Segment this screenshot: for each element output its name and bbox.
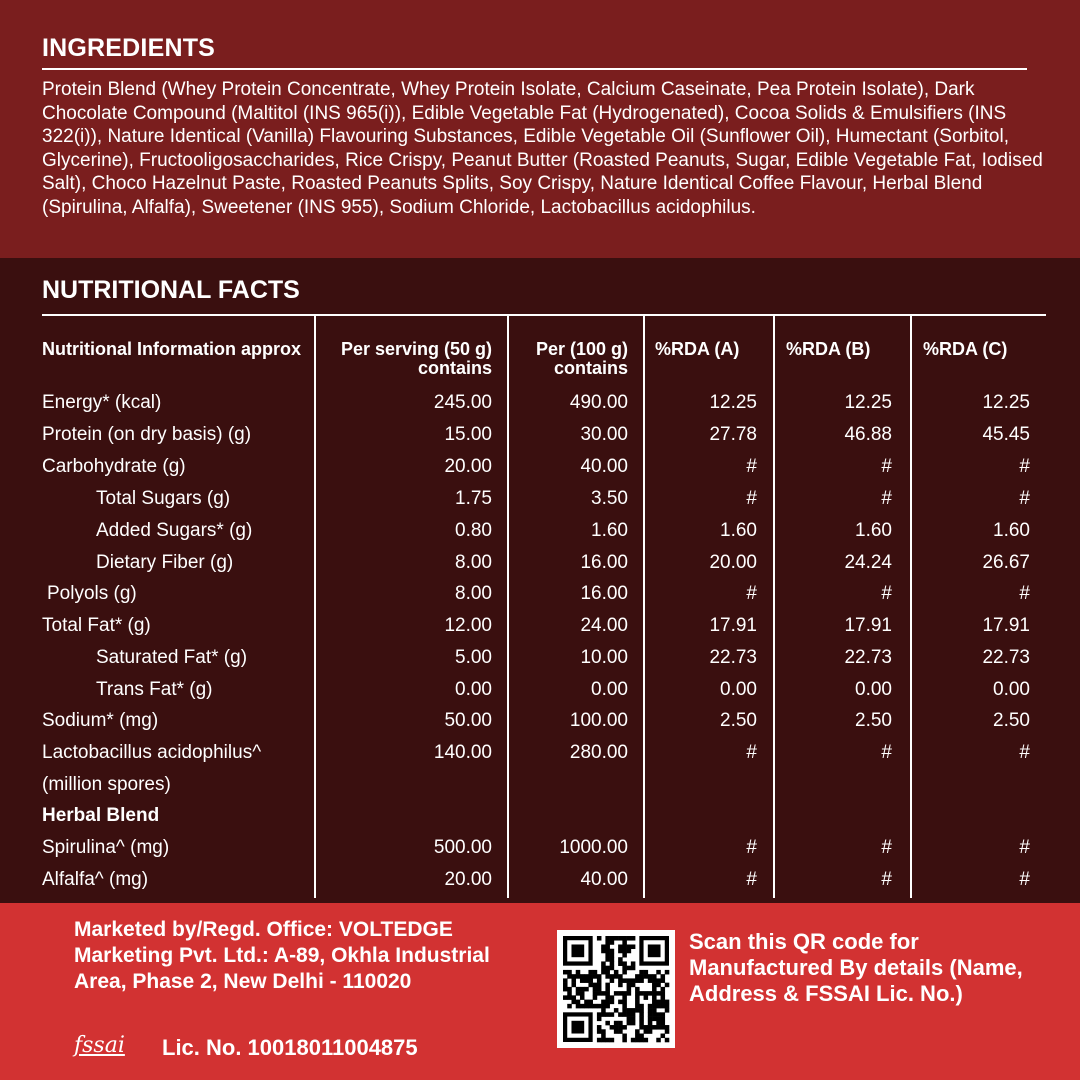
rda-b-value: 0.00: [855, 679, 892, 700]
nutrient-name: (million spores): [42, 774, 171, 795]
footer: [0, 903, 1080, 1080]
qr-code-icon: [557, 930, 675, 1048]
per-100g-value: 16.00: [580, 552, 628, 573]
rda-a-value: 0.00: [720, 679, 757, 700]
nutrient-name: Total Fat* (g): [42, 615, 151, 636]
table-row: [0, 742, 1080, 774]
rda-b-value: #: [881, 742, 892, 763]
per-serving-value: 5.00: [455, 647, 492, 668]
rda-a-value: 22.73: [709, 647, 757, 668]
per-100g-value: 24.00: [580, 615, 628, 636]
nutrition-title: NUTRITIONAL FACTS: [42, 276, 300, 304]
rda-a-value: 12.25: [709, 392, 757, 413]
rda-a-value: 1.60: [720, 520, 757, 541]
nutrition-divider: [42, 314, 1046, 316]
nutrient-name: Energy* (kcal): [42, 392, 162, 413]
nutrient-name: Sodium* (mg): [42, 710, 159, 731]
license-number: Lic. No. 10018011004875: [162, 1035, 418, 1060]
per-serving-value: 0.80: [455, 520, 492, 541]
rda-b-value: 24.24: [844, 552, 892, 573]
per-100g-value: 490.00: [569, 392, 628, 413]
per-100g-value: 16.00: [580, 583, 628, 604]
header-rda-c: %RDA (C): [923, 339, 1008, 359]
table-row: [0, 710, 1080, 742]
ingredients-title: INGREDIENTS: [42, 34, 216, 62]
rda-c-value: 1.60: [993, 520, 1030, 541]
qr-instruction-text: Scan this QR code for Manufactured By details (Name, Address & FSSAI Lic. No.): [689, 929, 1023, 1006]
header-per-100g: Per (100 g) contains: [535, 339, 628, 378]
rda-b-value: #: [881, 456, 892, 477]
table-row: [0, 615, 1080, 647]
nutrition-section: [0, 258, 1080, 903]
rda-c-value: #: [1019, 583, 1030, 604]
table-row: [0, 520, 1080, 552]
rda-b-value: 17.91: [844, 615, 892, 636]
per-serving-value: 8.00: [455, 552, 492, 573]
per-100g-value: 280.00: [569, 742, 628, 763]
header-rda-a: %RDA (A): [655, 339, 740, 359]
table-row: [0, 805, 1080, 837]
rda-a-value: 27.78: [709, 424, 757, 445]
rda-a-value: #: [746, 583, 757, 604]
ingredients-divider: [42, 68, 1027, 70]
per-100g-value: 1000.00: [559, 837, 628, 858]
ingredients-section: [0, 0, 1080, 258]
nutrient-name: Saturated Fat* (g): [96, 647, 248, 668]
rda-b-value: #: [881, 488, 892, 509]
per-100g-value: 40.00: [580, 456, 628, 477]
table-row: [0, 774, 1080, 806]
nutrient-name: Herbal Blend: [42, 805, 160, 826]
rda-c-value: #: [1019, 837, 1030, 858]
per-serving-value: 20.00: [444, 456, 492, 477]
rda-a-value: #: [746, 488, 757, 509]
rda-a-value: 2.50: [720, 710, 757, 731]
per-serving-value: 50.00: [444, 710, 492, 731]
rda-b-value: #: [881, 583, 892, 604]
header-nutritional-info: Nutritional Information approx: [42, 339, 301, 359]
rda-a-value: 17.91: [709, 615, 757, 636]
rda-b-value: 22.73: [844, 647, 892, 668]
per-100g-value: 0.00: [591, 679, 628, 700]
rda-a-value: #: [746, 837, 757, 858]
header-rda-b: %RDA (B): [786, 339, 871, 359]
per-100g-value: 10.00: [580, 647, 628, 668]
nutrient-name: Added Sugars* (g): [96, 520, 253, 541]
nutrient-name: Trans Fat* (g): [96, 679, 213, 700]
per-100g-value: 30.00: [580, 424, 628, 445]
per-100g-value: 100.00: [569, 710, 628, 731]
rda-a-value: 20.00: [709, 552, 757, 573]
rda-a-value: #: [746, 869, 757, 890]
per-serving-value: 245.00: [433, 392, 492, 413]
rda-c-value: #: [1019, 488, 1030, 509]
per-serving-value: 0.00: [455, 679, 492, 700]
rda-c-value: #: [1019, 742, 1030, 763]
table-row: [0, 679, 1080, 711]
per-100g-value: 3.50: [591, 488, 628, 509]
rda-b-value: 46.88: [844, 424, 892, 445]
table-row: [0, 552, 1080, 584]
table-row: [0, 392, 1080, 424]
rda-c-value: 0.00: [993, 679, 1030, 700]
per-serving-value: 1.75: [455, 488, 492, 509]
rda-a-value: #: [746, 742, 757, 763]
rda-c-value: 22.73: [982, 647, 1030, 668]
nutrient-name: Polyols (g): [47, 583, 137, 604]
per-serving-value: 500.00: [433, 837, 492, 858]
table-row: [0, 456, 1080, 488]
per-serving-value: 12.00: [444, 615, 492, 636]
nutrient-name: Carbohydrate (g): [42, 456, 186, 477]
rda-b-value: #: [881, 869, 892, 890]
per-serving-value: 20.00: [444, 869, 492, 890]
marketed-by-text: Marketed by/Regd. Office: VOLTEDGE Marketing Pvt. Ltd.: A-89, Okhla Industrial Area, Phase 2, New Delhi - 110020: [74, 918, 490, 993]
nutrient-name: Spirulina^ (mg): [42, 837, 170, 858]
per-serving-value: 8.00: [455, 583, 492, 604]
table-row: [0, 869, 1080, 901]
rda-b-value: 1.60: [855, 520, 892, 541]
per-100g-value: 40.00: [580, 869, 628, 890]
rda-c-value: 45.45: [982, 424, 1030, 445]
per-100g-value: 1.60: [591, 520, 628, 541]
rda-c-value: #: [1019, 869, 1030, 890]
rda-a-value: #: [746, 456, 757, 477]
table-row: [0, 583, 1080, 615]
nutrient-name: Protein (on dry basis) (g): [42, 424, 252, 445]
nutrient-name: Alfalfa^ (mg): [42, 869, 149, 890]
header-per-serving: Per serving (50 g) contains: [340, 339, 492, 378]
rda-b-value: 12.25: [844, 392, 892, 413]
rda-c-value: 26.67: [982, 552, 1030, 573]
rda-c-value: 17.91: [982, 615, 1030, 636]
table-row: [0, 647, 1080, 679]
table-row: [0, 488, 1080, 520]
table-row: [0, 424, 1080, 456]
rda-c-value: 12.25: [982, 392, 1030, 413]
per-serving-value: 140.00: [433, 742, 492, 763]
table-row: [0, 837, 1080, 869]
rda-b-value: 2.50: [855, 710, 892, 731]
nutrient-name: Dietary Fiber (g): [96, 552, 234, 573]
rda-c-value: 2.50: [993, 710, 1030, 731]
nutrient-name: Lactobacillus acidophilus^: [42, 742, 262, 763]
rda-b-value: #: [881, 837, 892, 858]
nutrient-name: Total Sugars (g): [96, 488, 231, 509]
rda-c-value: #: [1019, 456, 1030, 477]
ingredients-text: Protein Blend (Whey Protein Concentrate, Whey Protein Isolate, Calcium Caseinate, Pea Protein Isolate), Dark Chocolate Compound (Maltitol (INS 965(i)), Edible Vegetable Fat (Hydrogenated), Cocoa Solids & Emulsifiers (INS 322(i)), Nature Identical (Vanilla) Flavouring Substances, Edible Vegetable Oil (Sunflower Oil), Humectant (Sorbitol, Glycerine), Fructooligosaccharides, Rice Crispy, Peanut Butter (Roasted Peanuts, Sugar, Edible Vegetable Fat, Iodised Salt), Choco Hazelnut Paste, Roasted Peanuts Splits, Soy Crispy, Nature Identical Coffee Flavour, Herbal Blend (Spirulina, Alfalfa), Sweetener (INS 955), Sodium Chloride, Lactobacillus acidophilus.: [42, 79, 1043, 218]
fssai-logo: fssai: [74, 1033, 125, 1058]
per-serving-value: 15.00: [444, 424, 492, 445]
